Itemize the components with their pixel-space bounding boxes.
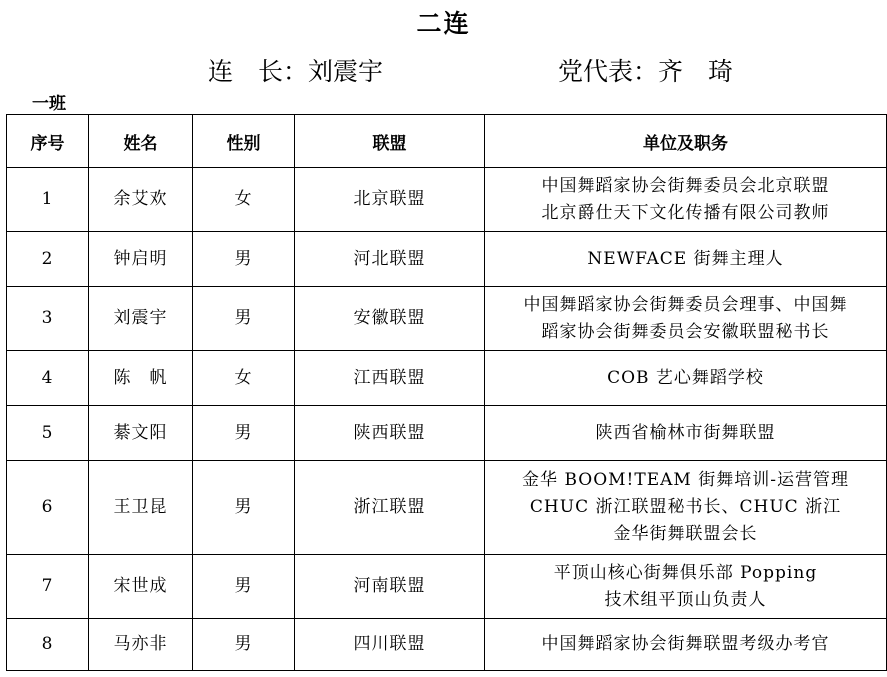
unit-line: CHUC 浙江联盟秘书长、CHUC 浙江 (529, 497, 842, 517)
cell-index: 8 (7, 619, 89, 671)
unit-line: 平顶山核心街舞俱乐部 Popping (553, 562, 818, 583)
unit-line: 北京爵仕天下文化传播有限公司教师 (541, 202, 830, 223)
cell-unit-position (485, 461, 887, 555)
table-row (7, 287, 887, 351)
cell-name: 王卫昆 (89, 461, 193, 555)
page-title: 二连 (416, 9, 471, 38)
cell-unit-position (485, 406, 887, 461)
cell-unit-position (485, 287, 887, 351)
header-name: 姓名 (89, 115, 193, 168)
cell-league: 河南联盟 (295, 555, 485, 619)
unit-line: 金华 BOOM!TEAM 街舞培训-运营管理 (522, 470, 849, 490)
cell-unit-position (485, 168, 887, 232)
squad-label: 一班 (32, 94, 66, 114)
cell-index: 4 (7, 351, 89, 406)
cell-index: 7 (7, 555, 89, 619)
table-row (7, 168, 887, 232)
unit-line: 技术组平顶山负责人 (604, 589, 767, 610)
cell-index: 6 (7, 461, 89, 555)
cell-league: 河北联盟 (295, 232, 485, 287)
cell-league: 四川联盟 (295, 619, 485, 671)
cell-league: 安徽联盟 (295, 287, 485, 351)
cell-league: 北京联盟 (295, 168, 485, 232)
unit-line: 中国舞蹈家协会街舞委员会北京联盟 (541, 175, 830, 196)
cell-gender: 男 (193, 461, 295, 555)
cell-gender: 男 (193, 619, 295, 671)
cell-league: 陕西联盟 (295, 406, 485, 461)
cell-name: 钟启明 (89, 232, 193, 287)
cell-name: 刘震宇 (89, 287, 193, 351)
table-row (7, 555, 887, 619)
cell-index: 3 (7, 287, 89, 351)
roster-table (6, 114, 887, 671)
cell-index: 1 (7, 168, 89, 232)
cell-name: 綦文阳 (89, 406, 193, 461)
cell-name: 宋世成 (89, 555, 193, 619)
cell-name: 陈 帆 (89, 351, 193, 406)
header-gender: 性别 (193, 115, 295, 168)
table-row (7, 232, 887, 287)
unit-line: COB 艺心舞蹈学校 (607, 367, 764, 388)
cell-league: 江西联盟 (295, 351, 485, 406)
table-header-row (7, 115, 887, 168)
party-representative: 党代表：齐 琦 (558, 57, 734, 86)
table-row (7, 619, 887, 671)
header-unit-position: 单位及职务 (485, 115, 887, 168)
table-row (7, 461, 887, 555)
cell-league: 浙江联盟 (295, 461, 485, 555)
unit-line: 中国舞蹈家协会街舞联盟考级办考官 (541, 634, 830, 654)
header-index: 序号 (7, 115, 89, 168)
cell-unit-position (485, 555, 887, 619)
cell-name: 余艾欢 (89, 168, 193, 232)
cell-gender: 女 (193, 168, 295, 232)
cell-index: 5 (7, 406, 89, 461)
cell-gender: 男 (193, 287, 295, 351)
table-row (7, 406, 887, 461)
unit-line: 金华街舞联盟会长 (613, 524, 758, 544)
cell-unit-position (485, 232, 887, 287)
unit-line: 中国舞蹈家协会街舞委员会理事、中国舞 (523, 294, 848, 315)
cell-index: 2 (7, 232, 89, 287)
unit-line: 蹈家协会街舞委员会安徽联盟秘书长 (541, 321, 830, 342)
cell-gender: 男 (193, 406, 295, 461)
cell-gender: 女 (193, 351, 295, 406)
cell-unit-position (485, 619, 887, 671)
company-commander: 连 长：刘震宇 (208, 57, 384, 86)
header-league: 联盟 (295, 115, 485, 168)
cell-name: 马亦非 (89, 619, 193, 671)
unit-line: NEWFACE 街舞主理人 (587, 248, 784, 269)
table-row (7, 351, 887, 406)
cell-unit-position (485, 351, 887, 406)
cell-gender: 男 (193, 232, 295, 287)
unit-line: 陕西省榆林市街舞联盟 (595, 422, 776, 443)
cell-gender: 男 (193, 555, 295, 619)
